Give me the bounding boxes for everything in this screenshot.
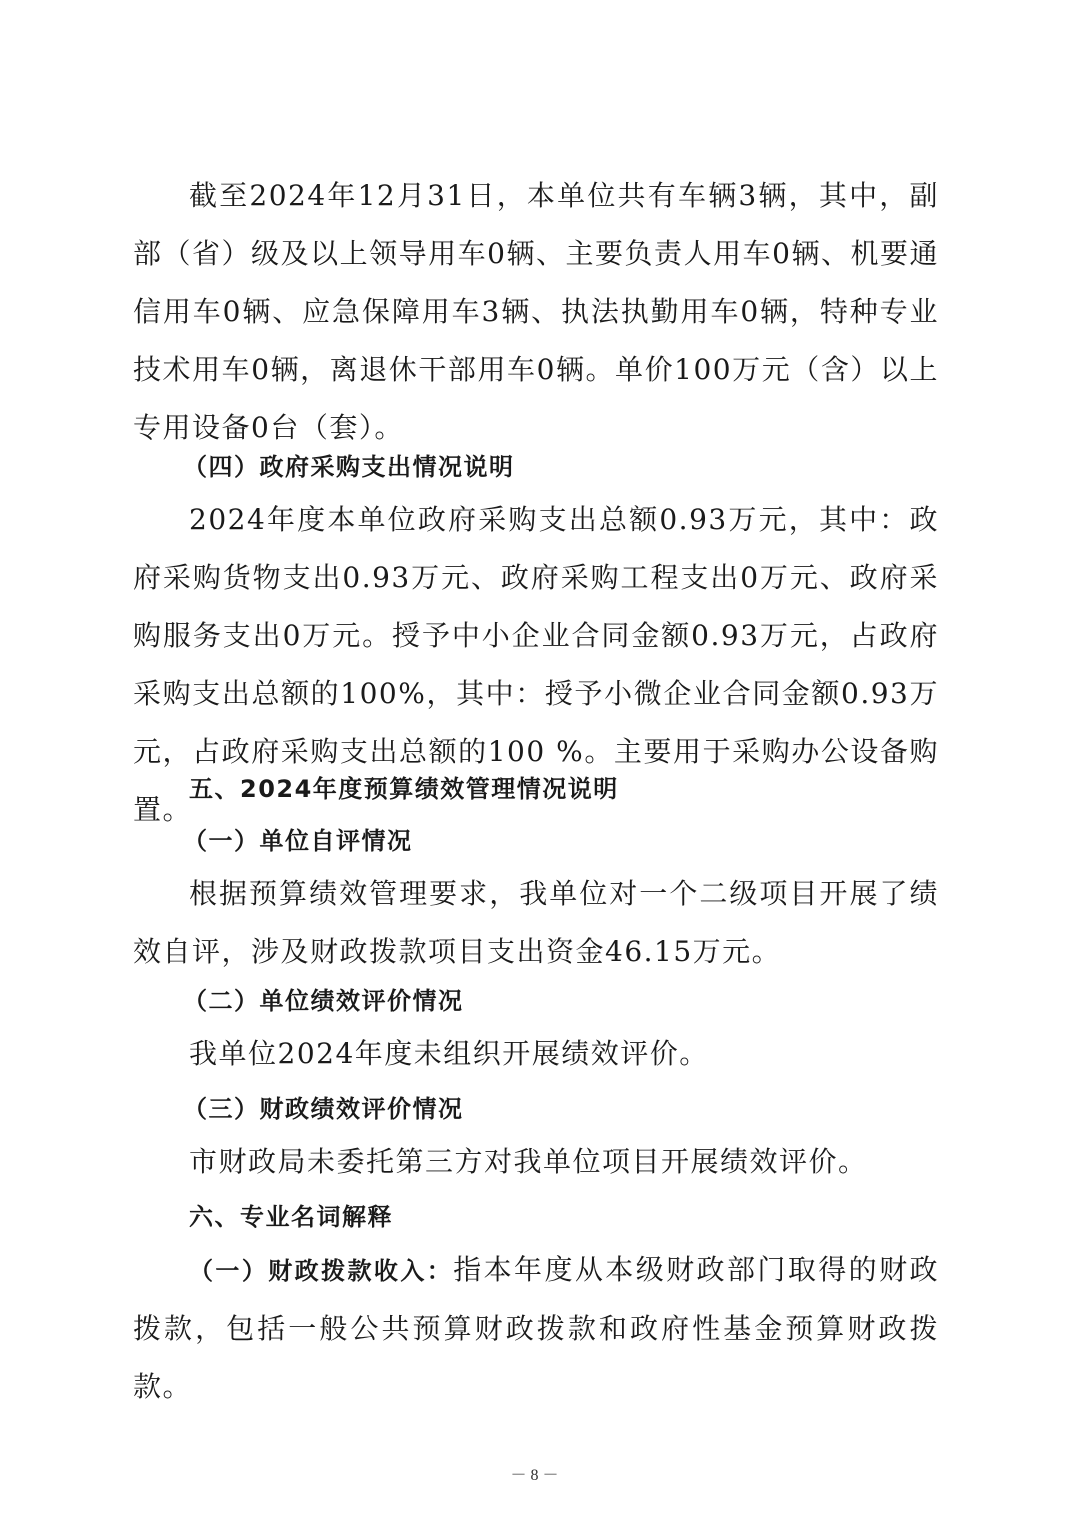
paragraph-self-evaluation: 根据预算绩效管理要求，我单位对一个二级项目开展了绩效自评，涉及财政拨款项目支出资金46.15万元。: [133, 877, 939, 968]
paragraph-finance-evaluation: 市财政局未委托第三方对我单位项目开展绩效评价。: [189, 1145, 868, 1178]
paragraph-vehicles: 截至2024年12月31日，本单位共有车辆3辆，其中，副部（省）级及以上领导用车0辆、主要负责人用车0辆、机要通信用车0辆、应急保障用车3辆、执法执勤用车0辆，特种专业技术用车0辆，离退休干部用车0辆。单价100万元（含）以上专用设备0台（套）。: [133, 179, 939, 444]
term-lead: （一）财政拨款收入：: [189, 1257, 454, 1285]
term-fiscal-appropriation: [133, 1241, 939, 1416]
paragraph-procurement: 2024年度本单位政府采购支出总额0.93万元，其中：政府采购货物支出0.93万元、政府采购工程支出0万元、政府采购服务支出0万元。授予中小企业合同金额0.93万元，占政府采购支出总额的100%，其中：授予小微企业合同金额0.93万元，占政府采购支出总额的100 %。主要用于采购办公设备购置。: [133, 503, 939, 826]
paragraph-unit-evaluation: 我单位2024年度未组织开展绩效评价。: [189, 1037, 709, 1070]
heading-self-evaluation: （一）单位自评情况: [183, 827, 413, 855]
heading-section-5: 五、2024年度预算绩效管理情况说明: [189, 775, 619, 803]
heading-finance-evaluation: （三）财政绩效评价情况: [183, 1095, 464, 1123]
heading-procurement: （四）政府采购支出情况说明: [183, 453, 515, 481]
heading-section-6: 六、专业名词解释: [189, 1203, 393, 1231]
heading-unit-evaluation: （二）单位绩效评价情况: [183, 987, 464, 1015]
page-number: － 8 －: [510, 1467, 559, 1484]
term-body: 指本年度从本级财政部门取得的财政拨款，包括一般公共预算财政拨款和政府性基金预算财政拨款。: [133, 1253, 939, 1403]
